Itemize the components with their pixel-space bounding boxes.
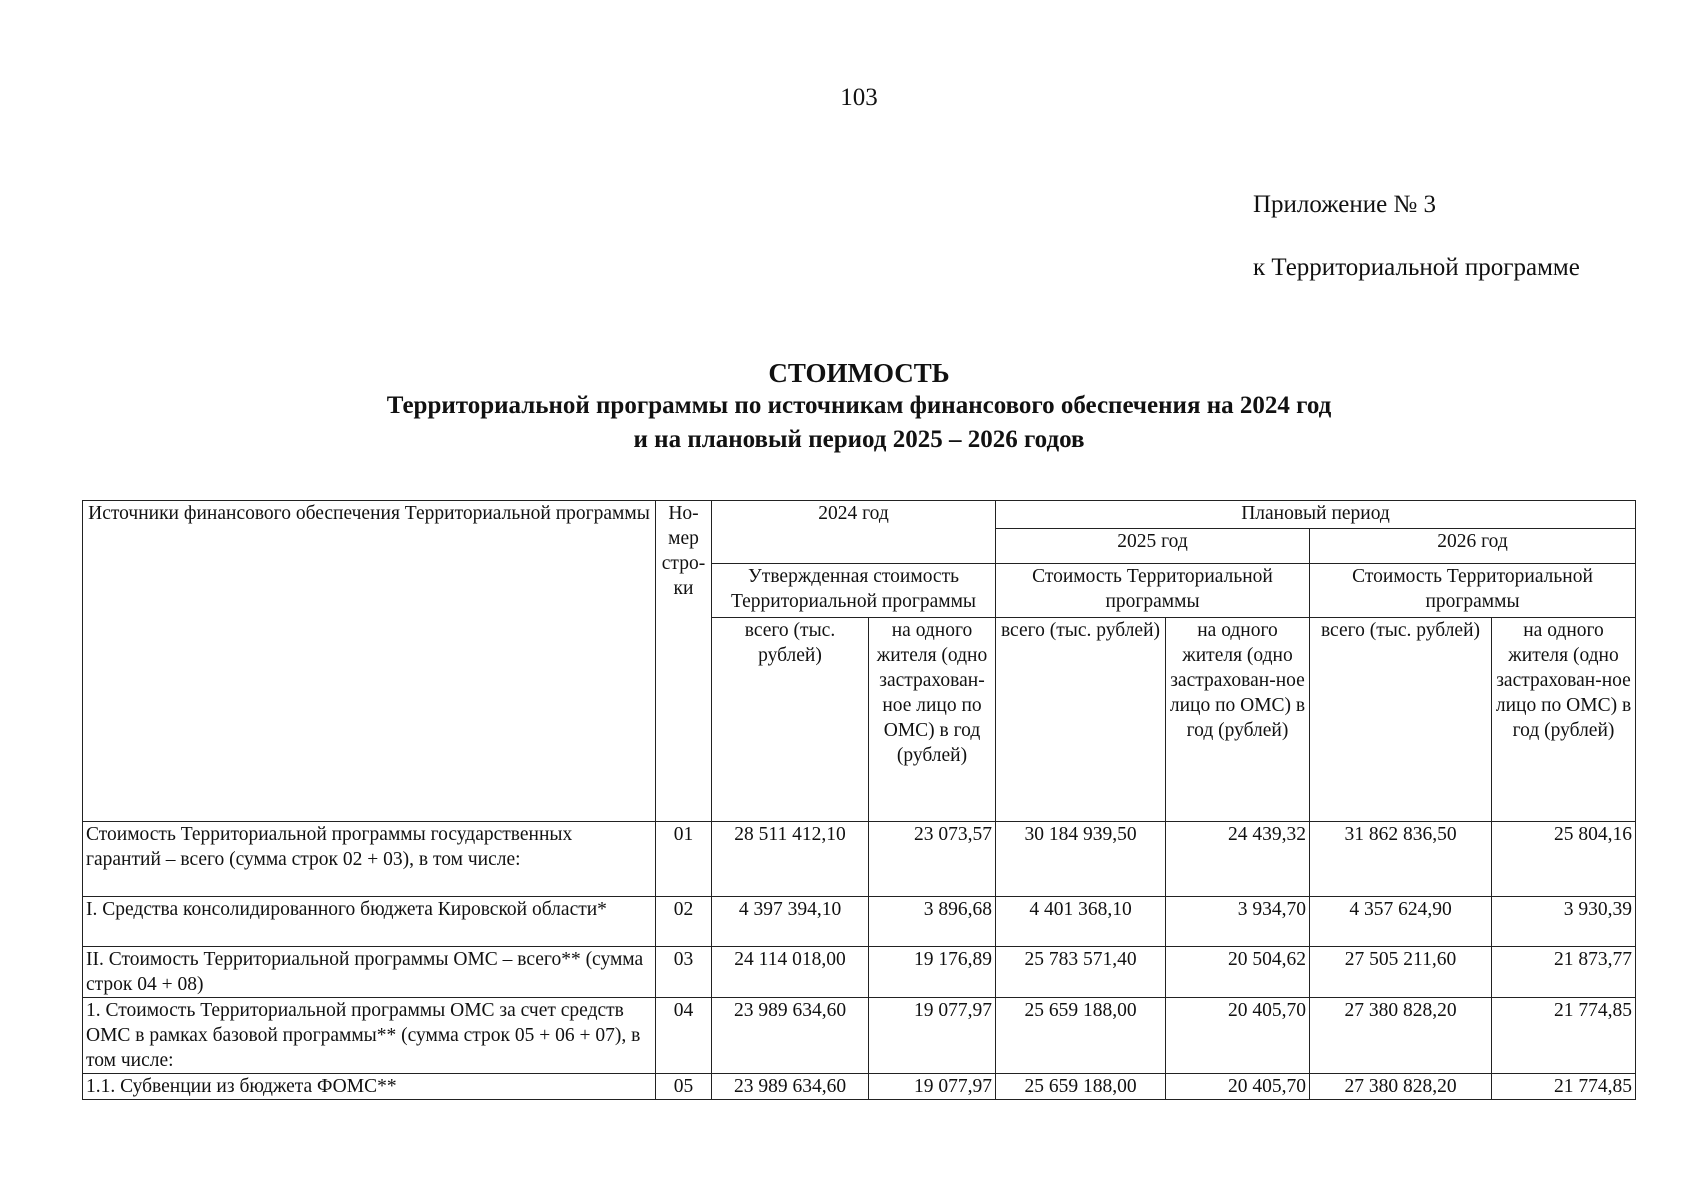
- row-per-resident-2025: 20 405,70: [1166, 998, 1310, 1074]
- row-per-resident-2025: 3 934,70: [1166, 897, 1310, 947]
- header-approved-cost: Утвержденная стоимость Территориальной программы: [712, 564, 996, 618]
- row-total-2026: 27 505 211,60: [1310, 947, 1492, 998]
- table-row: [83, 947, 1636, 998]
- cost-table: [82, 500, 1636, 1100]
- row-total-2026: 31 862 836,50: [1310, 822, 1492, 897]
- header-per-resident-2024: на одного жителя (одно застрахован-ное лицо по ОМС) в год (рублей): [869, 618, 996, 822]
- header-total-2024: всего (тыс. рублей): [712, 618, 869, 822]
- row-total-2026: 27 380 828,20: [1310, 1074, 1492, 1100]
- table-row: [83, 897, 1636, 947]
- row-total-2026: 27 380 828,20: [1310, 998, 1492, 1074]
- header-year-2026: 2026 год: [1310, 529, 1636, 564]
- row-total-2025: 4 401 368,10: [996, 897, 1166, 947]
- row-source: 1. Стоимость Территориальной программы ОМС за счет средств ОМС в рамках базовой программы** (сумма строк 05 + 06 + 07), в том числе:: [83, 998, 656, 1074]
- header-total-2025: всего (тыс. рублей): [996, 618, 1166, 822]
- row-per-resident-2026: 21 873,77: [1492, 947, 1636, 998]
- row-per-resident-2024: 23 073,57: [869, 822, 996, 897]
- appendix-reference: к Территориальной программе: [1253, 254, 1580, 281]
- row-per-resident-2026: 21 774,85: [1492, 1074, 1636, 1100]
- row-per-resident-2026: 3 930,39: [1492, 897, 1636, 947]
- row-number: 03: [656, 947, 712, 998]
- row-total-2025: 25 783 571,40: [996, 947, 1166, 998]
- row-per-resident-2026: 21 774,85: [1492, 998, 1636, 1074]
- document-title: СТОИМОСТЬ: [768, 358, 950, 388]
- document-subtitle-line1: Территориальной программы по источникам финансового обеспечения на 2024 год: [386, 392, 1332, 419]
- row-per-resident-2024: 19 077,97: [869, 998, 996, 1074]
- document-subtitle-line2: и на плановый период 2025 – 2026 годов: [633, 426, 1085, 453]
- header-per-resident-2026: на одного жителя (одно застрахован-ное лицо по ОМС) в год (рублей): [1492, 618, 1636, 822]
- row-total-2026: 4 357 624,90: [1310, 897, 1492, 947]
- row-total-2024: 23 989 634,60: [712, 998, 869, 1074]
- row-source: Стоимость Территориальной программы государственных гарантий – всего (сумма строк 02 + 03), в том числе:: [83, 822, 656, 897]
- row-per-resident-2025: 20 405,70: [1166, 1074, 1310, 1100]
- row-total-2024: 23 989 634,60: [712, 1074, 869, 1100]
- header-row-number: Но-мер стро-ки: [656, 501, 712, 822]
- header-planning-period: Плановый период: [996, 501, 1636, 529]
- row-source: I. Средства консолидированного бюджета Кировской области*: [83, 897, 656, 947]
- row-source: 1.1. Субвенции из бюджета ФОМС**: [83, 1074, 656, 1100]
- page-number: 103: [840, 84, 878, 111]
- row-per-resident-2025: 24 439,32: [1166, 822, 1310, 897]
- row-per-resident-2026: 25 804,16: [1492, 822, 1636, 897]
- header-cost-2025: Стоимость Территориальной программы: [996, 564, 1310, 618]
- header-row-1: [83, 501, 1636, 529]
- header-per-resident-2025: на одного жителя (одно застрахован-ное лицо по ОМС) в год (рублей): [1166, 618, 1310, 822]
- table-row: [83, 822, 1636, 897]
- row-number: 01: [656, 822, 712, 897]
- row-per-resident-2025: 20 504,62: [1166, 947, 1310, 998]
- row-total-2024: 24 114 018,00: [712, 947, 869, 998]
- row-source: II. Стоимость Территориальной программы ОМС – всего** (сумма строк 04 + 08): [83, 947, 656, 998]
- row-total-2025: 25 659 188,00: [996, 1074, 1166, 1100]
- header-year-2025: 2025 год: [996, 529, 1310, 564]
- row-number: 04: [656, 998, 712, 1074]
- row-total-2025: 30 184 939,50: [996, 822, 1166, 897]
- header-cost-2026: Стоимость Территориальной программы: [1310, 564, 1636, 618]
- row-per-resident-2024: 19 176,89: [869, 947, 996, 998]
- row-per-resident-2024: 3 896,68: [869, 897, 996, 947]
- row-number: 05: [656, 1074, 712, 1100]
- header-total-2026: всего (тыс. рублей): [1310, 618, 1492, 822]
- row-number: 02: [656, 897, 712, 947]
- header-source: Источники финансового обеспечения Территориальной программы: [83, 501, 656, 822]
- table-row: [83, 998, 1636, 1074]
- row-total-2024: 28 511 412,10: [712, 822, 869, 897]
- row-per-resident-2024: 19 077,97: [869, 1074, 996, 1100]
- row-total-2024: 4 397 394,10: [712, 897, 869, 947]
- header-year-2024: 2024 год: [712, 501, 996, 564]
- appendix-label: Приложение № 3: [1253, 191, 1437, 218]
- row-total-2025: 25 659 188,00: [996, 998, 1166, 1074]
- table-row: [83, 1074, 1636, 1100]
